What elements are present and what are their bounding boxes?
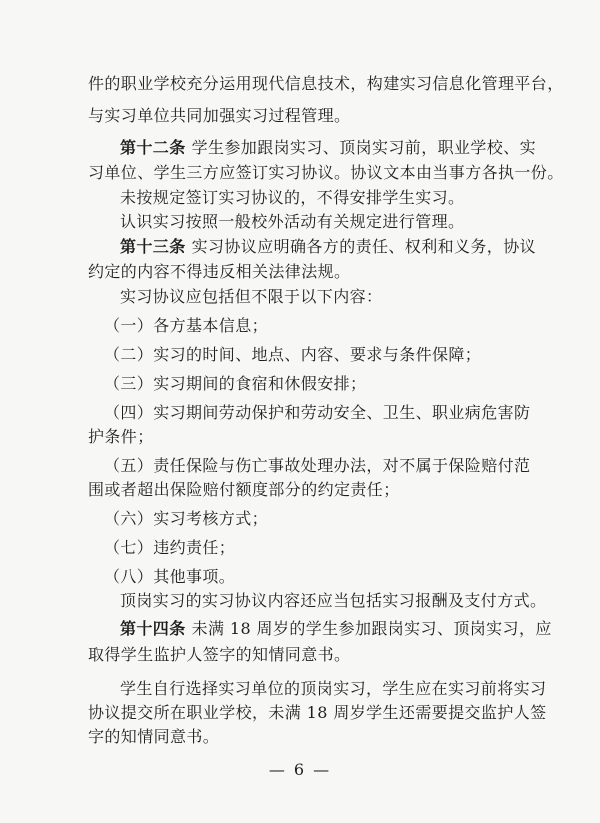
text-segment: 学生参加跟岗实习、顶岗实习前，职业学校、实 xyxy=(191,138,537,157)
article-heading: 第十三条 xyxy=(120,237,186,256)
text-line: 习单位、学生三方应签订实习协议。协议文本由当事方各执一份。 xyxy=(88,163,564,182)
text-line: 认识实习按照一般校外活动有关规定进行管理。 xyxy=(120,212,465,231)
list-item: （二）实习的时间、地点、内容、要求与条件保障； xyxy=(104,345,482,364)
list-item: （七）违约责任； xyxy=(104,538,236,557)
list-item: （五）责任保险与伤亡事故处理办法，对不属于保险赔付范 xyxy=(104,456,531,475)
list-item: （六）实习考核方式； xyxy=(104,509,269,528)
text-segment: 未满 18 周岁的学生参加跟岗实习、顶岗实习，应 xyxy=(191,619,552,638)
text-line: 学生自行选择实习单位的顶岗实习，学生应在实习前将实习 xyxy=(120,679,547,698)
article-14-line xyxy=(120,619,552,639)
text-line: 约定的内容不得违反相关法律法规。 xyxy=(88,262,351,281)
list-item: （一）各方基本信息； xyxy=(104,316,269,335)
list-item: （八）其他事项。 xyxy=(104,567,236,586)
article-13-line xyxy=(120,237,536,257)
list-item: （三）实习期间的食宿和休假安排； xyxy=(104,374,367,393)
text-line: 与实习单位共同加强实习过程管理。 xyxy=(88,106,351,125)
text-segment: 实习协议应明确各方的责任、权利和义务，协议 xyxy=(191,237,537,256)
text-line: 实习协议应包括但不限于以下内容： xyxy=(120,287,383,306)
text-line: 护条件； xyxy=(88,427,154,446)
text-line: 件的职业学校充分运用现代信息技术，构建实习信息化管理平台， xyxy=(88,74,564,93)
text-line: 围或者超出保险赔付额度部分的约定责任； xyxy=(88,480,400,499)
text-line: 未按规定签订实习协议的，不得安排学生实习。 xyxy=(120,188,465,207)
article-12-line xyxy=(120,138,536,158)
text-line: 字的知情同意书。 xyxy=(88,727,220,746)
text-line: 顶岗实习的实习协议内容还应当包括实习报酬及支付方式。 xyxy=(120,591,547,610)
page-number: — 6 — xyxy=(268,760,332,779)
article-heading: 第十二条 xyxy=(120,138,186,157)
article-heading: 第十四条 xyxy=(120,619,186,638)
text-line: 协议提交所在职业学校，未满 18 周岁学生还需要提交监护人签 xyxy=(88,703,547,722)
text-line: 取得学生监护人签字的知情同意书。 xyxy=(88,645,351,664)
list-item: （四）实习期间劳动保护和劳动安全、卫生、职业病危害防 xyxy=(104,403,531,422)
